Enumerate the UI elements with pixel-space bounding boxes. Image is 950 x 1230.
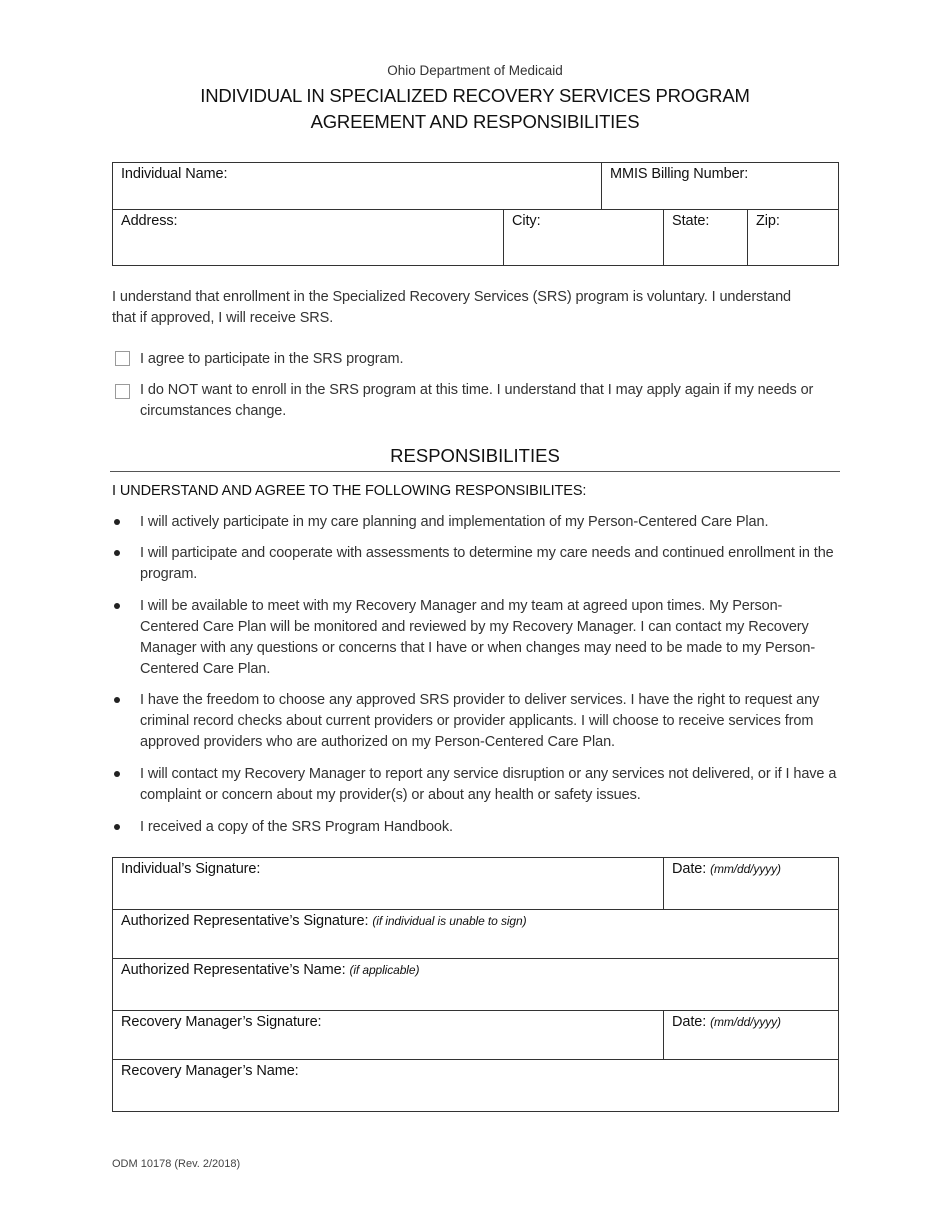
date-format-hint: (mm/dd/yyyy): [710, 1015, 781, 1029]
recovery-manager-date-label: Date: (mm/dd/yyyy): [672, 1014, 781, 1030]
auth-rep-signature-field[interactable]: [113, 910, 839, 959]
bullet-icon: [114, 771, 120, 777]
heading-divider: [110, 471, 840, 472]
responsibility-item-4: I have the freedom to choose any approved SRS provider to deliver services. I have the right to request any criminal record checks about current providers or provider applicants. I will choose to receive services from approved providers who are authorized on my Person-Centered Care Plan.: [140, 692, 820, 750]
auth-rep-signature-label: Authorized Representative’s Signature: (if individual is unable to sign): [121, 913, 527, 929]
responsibilities-heading: RESPONSIBILITIES: [390, 445, 560, 466]
individual-signature-field[interactable]: [113, 858, 664, 910]
agency-name: Ohio Department of Medicaid: [387, 63, 563, 78]
bullet-icon: [114, 550, 120, 556]
date-format-hint: (mm/dd/yyyy): [710, 862, 781, 876]
individual-name-field[interactable]: [113, 163, 602, 210]
agree-checkbox[interactable]: [115, 351, 130, 366]
bullet-icon: [114, 603, 120, 609]
address-label: Address:: [121, 213, 178, 229]
recovery-manager-name-field[interactable]: [113, 1060, 839, 1112]
individual-date-label: Date: (mm/dd/yyyy): [672, 861, 781, 877]
decline-option-label: I do NOT want to enroll in the SRS program at this time. I understand that I may apply again if my needs or circumstances change.: [140, 382, 814, 419]
auth-rep-name-label: Authorized Representative’s Name: (if applicable): [121, 962, 420, 978]
bullet-icon: [114, 519, 120, 525]
decline-checkbox[interactable]: [115, 384, 130, 399]
individual-name-label: Individual Name:: [121, 166, 228, 182]
state-label: State:: [672, 213, 710, 229]
city-field[interactable]: [504, 210, 664, 266]
bullet-icon: [114, 824, 120, 830]
zip-label: Zip:: [756, 213, 780, 229]
address-field[interactable]: [113, 210, 504, 266]
individual-date-field[interactable]: [664, 858, 839, 910]
responsibility-item-3: I will be available to meet with my Recovery Manager and my team at agreed upon times. My Person-Centered Care Plan will be monitored and reviewed by my Recovery Manager. I can contact my Recovery Manager with any questions or concerns that I have or when changes may need to be made to my Person-Centered Care Plan.: [140, 598, 816, 677]
city-label: City:: [512, 213, 541, 229]
agree-option-label: I agree to participate in the SRS program.: [140, 351, 404, 367]
recovery-manager-signature-label: Recovery Manager’s Signature:: [121, 1014, 322, 1030]
form-number-footer: ODM 10178 (Rev. 2/2018): [112, 1158, 241, 1170]
responsibilities-subheading: I UNDERSTAND AND AGREE TO THE FOLLOWING RESPONSIBILITES:: [112, 483, 587, 499]
responsibility-item-6: I received a copy of the SRS Program Handbook.: [140, 819, 453, 835]
intro-paragraph: I understand that enrollment in the Specialized Recovery Services (SRS) program is voluntary. I understand that if approved, I will receive SRS.: [112, 289, 792, 326]
auth-rep-signature-hint: (if individual is unable to sign): [372, 914, 527, 928]
form-title-line-1: INDIVIDUAL IN SPECIALIZED RECOVERY SERVICES PROGRAM: [200, 85, 750, 106]
responsibility-item-5: I will contact my Recovery Manager to report any service disruption or any services not delivered, or if I have a complaint or concern about my provider(s) or about any health or safety issues.: [140, 766, 837, 803]
bullet-icon: [114, 697, 120, 703]
state-field[interactable]: [664, 210, 748, 266]
individual-signature-label: Individual’s Signature:: [121, 861, 261, 877]
recovery-manager-name-label: Recovery Manager’s Name:: [121, 1063, 299, 1079]
mmis-billing-number-label: MMIS Billing Number:: [610, 166, 749, 182]
form-title-line-2: AGREEMENT AND RESPONSIBILITIES: [310, 111, 640, 132]
recovery-manager-date-field[interactable]: [664, 1011, 839, 1060]
responsibility-item-1: I will actively participate in my care planning and implementation of my Person-Centered Care Plan.: [140, 514, 769, 530]
signature-table: [112, 857, 839, 1112]
auth-rep-name-field[interactable]: [113, 959, 839, 1011]
auth-rep-name-hint: (if applicable): [349, 963, 420, 977]
recovery-manager-signature-field[interactable]: [113, 1011, 664, 1060]
zip-field[interactable]: [748, 210, 839, 266]
individual-info-table: [112, 162, 839, 266]
mmis-billing-number-field[interactable]: [602, 163, 839, 210]
responsibility-item-2: I will participate and cooperate with assessments to determine my care needs and continued enrollment in the program.: [140, 545, 834, 582]
